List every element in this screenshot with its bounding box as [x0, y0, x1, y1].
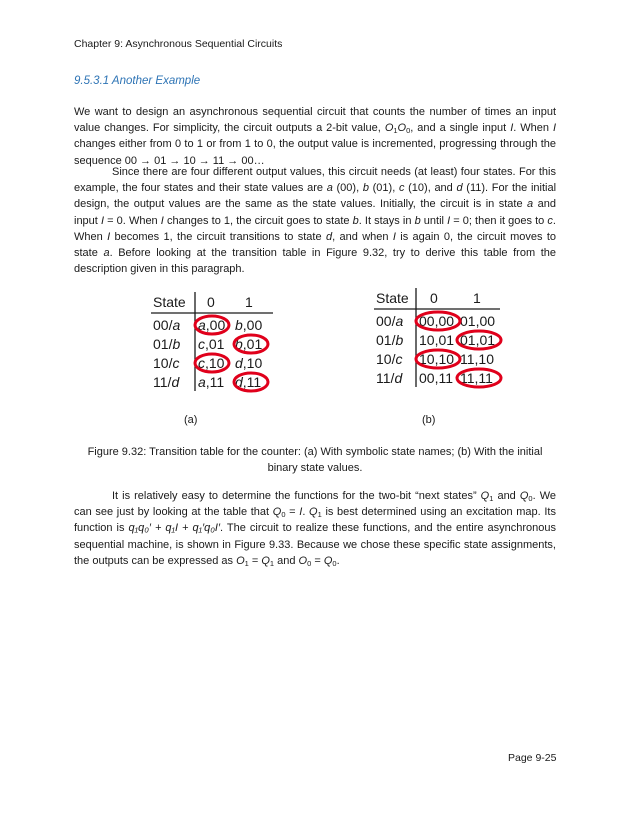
svg-text:01/b: 01/b [376, 332, 404, 348]
table-row [153, 336, 262, 352]
subcaption-b: (b) [422, 414, 436, 426]
paragraph-intro: We want to design an asynchronous sequential circuit that counts the number of times an input value changes. For simplicity, the circuit outputs a 2-bit value, $O_1O_0$, and a single input I. When I changes either from 0 to 1 or from 1 to 0, the output value is incremented, progressing through the sequence 00 → 01 → 10 → 11 → 00… [74, 106, 557, 167]
table-row [153, 355, 262, 371]
paragraph-next-states: It is relatively easy to determine the functions for the two-bit “next states” $Q_1$ and $Q_0$. We can see just by looking at the table that $Q_0 = I$. $Q_1$ is best determined using an excitation map. Its function is q₁q₀′ + q₁I + q₁′q₀I′. The circuit to realize these functions, and the entire asynchronous sequential machine, is shown in Figure 9.33. Because we chose these specific state assignments, the outputs can be expressed as $O_1 = Q_1$ and $O_0 = Q_0$. [74, 490, 556, 568]
table-row [376, 370, 493, 386]
table-row [153, 317, 262, 333]
svg-text:00/a: 00/a [376, 313, 404, 329]
header-input-1: 1 [473, 290, 481, 306]
svg-text:00,00: 00,00 [419, 313, 455, 329]
header-input-0: 0 [207, 294, 215, 310]
svg-text:b,01: b,01 [235, 336, 263, 352]
figure-caption: Figure 9.32: Transition table for the counter: (a) With symbolic state names; (b) With the initial binary state values. [87, 446, 543, 474]
table-row [153, 374, 261, 390]
header-state: State [153, 294, 186, 310]
section-heading: 9.5.3.1 Another Example [74, 75, 201, 87]
page-number: Page 9-25 [508, 752, 557, 764]
svg-text:d,10: d,10 [235, 355, 263, 371]
svg-text:10,10: 10,10 [419, 351, 455, 367]
svg-text:c,10: c,10 [198, 355, 225, 371]
subcaption-a: (a) [184, 414, 198, 426]
svg-text:d,11: d,11 [235, 374, 262, 390]
svg-text:c,01: c,01 [198, 336, 225, 352]
chapter-header: Chapter 9: Asynchronous Sequential Circuits [74, 38, 283, 50]
svg-text:10,01: 10,01 [419, 332, 455, 348]
svg-text:01,01: 01,01 [460, 332, 496, 348]
table-row [376, 351, 494, 367]
header-input-0: 0 [430, 290, 438, 306]
svg-text:11/d: 11/d [376, 370, 403, 386]
header-state: State [376, 290, 409, 306]
svg-text:01,00: 01,00 [460, 313, 496, 329]
svg-text:a,11: a,11 [198, 374, 225, 390]
paragraph-states: Since there are four different output values, this circuit needs (at least) four states. For this example, the four states and their state values are a (00), b (01), c (10), and d (11). For the initial design, the output values are the same as the state values. Initially, the circuit is in state a and input I = 0. When I changes to 1, the circuit goes to state b. It stays in b until I = 0; then it goes to c. When I becomes 1, the circuit transitions to state d, and when I is again 0, the circuit moves to state a. Before looking at the transition table in Figure 9.32, try to derive this table from the description given in this paragraph. [74, 166, 557, 276]
transition-table-a [145, 287, 285, 392]
svg-text:b,00: b,00 [235, 317, 263, 333]
svg-text:11,10: 11,10 [460, 351, 494, 367]
svg-text:10/c: 10/c [376, 351, 403, 367]
excitation-expression: q₁q₀′ + q₁I + q₁′q₀I′ [128, 522, 221, 535]
table-row [376, 313, 495, 329]
header-input-1: 1 [245, 294, 253, 310]
svg-text:11/d: 11/d [153, 374, 180, 390]
svg-text:01/b: 01/b [153, 336, 181, 352]
transition-tables [0, 287, 630, 392]
svg-text:a,00: a,00 [198, 317, 226, 333]
transition-table-b [368, 287, 508, 392]
svg-text:00/a: 00/a [153, 317, 181, 333]
svg-text:11,11: 11,11 [460, 370, 493, 386]
table-row [376, 332, 495, 348]
svg-text:00,11: 00,11 [419, 370, 453, 386]
svg-text:10/c: 10/c [153, 355, 180, 371]
